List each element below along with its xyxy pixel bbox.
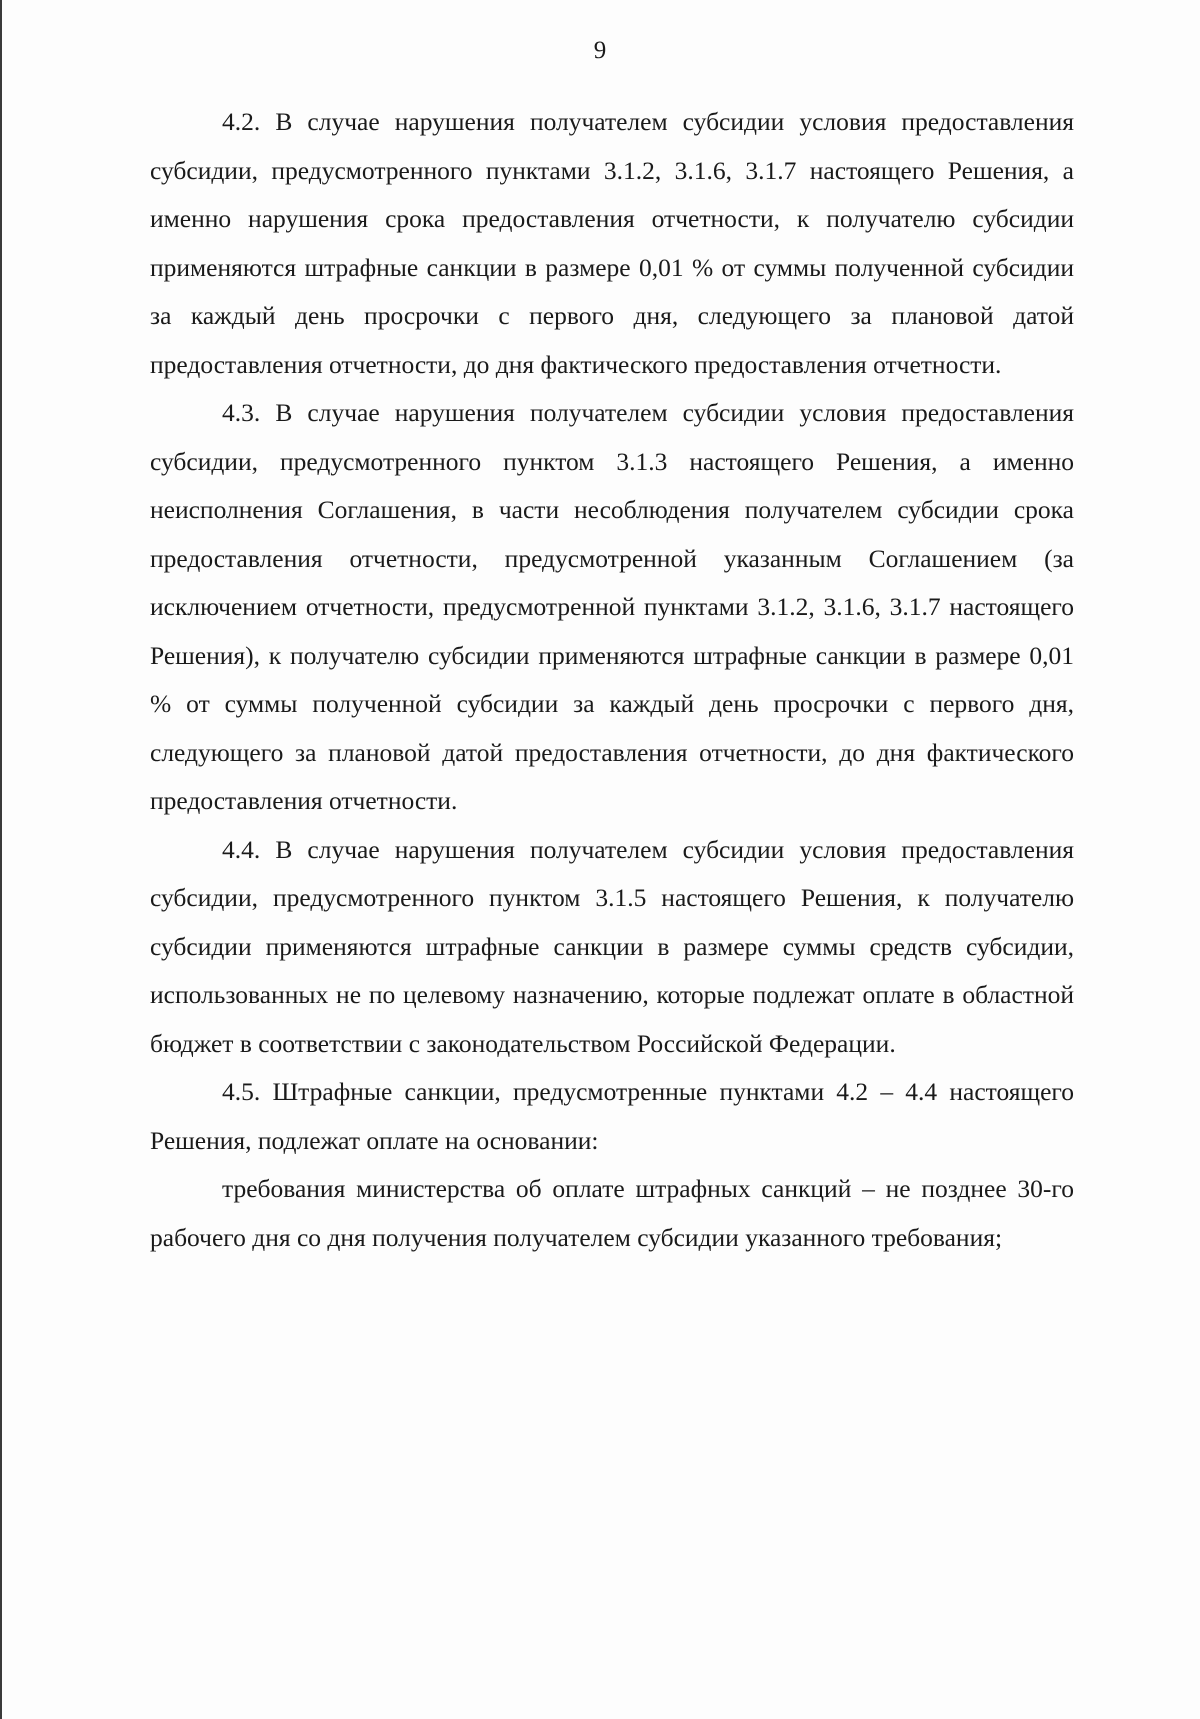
paragraph-4-5: 4.5. Штрафные санкции, предусмотренные пунктами 4.2 – 4.4 настоящего Решения, подлежат оплате на основании: [150,1077,1074,1155]
paragraph-4-3: 4.3. В случае нарушения получателем субсидии условия предоставления субсидии, предусмотренного пунктом 3.1.3 настоящего Решения, а именно неисполнения Соглашения, в части несоблюдения получателем субсидии срока предоставления отчетности, предусмотренной указанным Соглашением (за исключением отчетности, предусмотренной пунктами 3.1.2, 3.1.6, 3.1.7 настоящего Решения), к получателю субсидии применяются штрафные санкции в размере 0,01 % от суммы полученной субсидии за каждый день просрочки с первого дня, следующего за плановой датой предоставления отчетности, до дня фактического предоставления отчетности. [150,398,1074,815]
paragraph-4-4: 4.4. В случае нарушения получателем субсидии условия предоставления субсидии, предусмотренного пунктом 3.1.5 настоящего Решения, к получателю субсидии применяются штрафные санкции в размере суммы средств субсидии, использованных не по целевому назначению, которые подлежат оплате в областной бюджет в соответствии с законодательством Российской Федерации. [150,834,1074,1058]
paragraph-4-2: 4.2. В случае нарушения получателем субсидии условия предоставления субсидии, предусмотренного пунктами 3.1.2, 3.1.6, 3.1.7 настоящего Решения, а именно нарушения срока предоставления отчетности, к получателю субсидии применяются штрафные санкции в размере 0,01 % от суммы полученной субсидии за каждый день просрочки с первого дня, следующего за плановой датой предоставления отчетности, до дня фактического предоставления отчетности. [150,107,1074,379]
paragraph-requirement: требования министерства об оплате штрафных санкций – не позднее 30-го рабочего дня со дня получения получателем субсидии указанного требования; [150,1174,1074,1252]
page-number: 9 [593,37,607,64]
page-left-edge [0,0,2,1719]
document-body [150,98,1074,1262]
